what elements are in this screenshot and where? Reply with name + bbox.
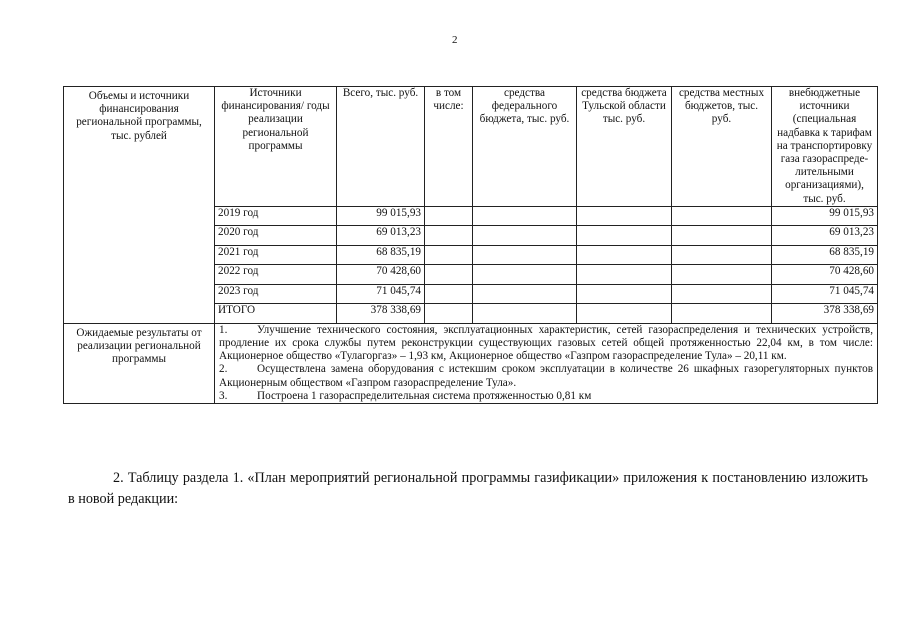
page-number: 2	[452, 34, 458, 46]
extra-cell: 99 015,93	[772, 206, 878, 226]
total-cell: 99 015,93	[337, 206, 425, 226]
row-label-results: Ожидаемые результаты от реализации региональной программы	[64, 323, 215, 403]
year-cell: 2019 год	[215, 206, 337, 226]
header-row	[64, 87, 878, 207]
year-cell: 2022 год	[215, 265, 337, 285]
results-list	[215, 323, 878, 403]
year-cell: 2020 год	[215, 226, 337, 246]
result-item: 2. Осуществлена замена оборудования с истекшим сроком эксплуатации в количестве 26 шкафных газорегуляторных пунктов Акционерным обществом «Газпром газораспределение Тула».	[219, 363, 873, 389]
header-total: Всего, тыс. руб.	[337, 87, 425, 207]
extra-cell: 69 013,23	[772, 226, 878, 246]
result-item: 1. Улучшение технического состояния, эксплуатационных характеристик, сетей газораспределения и технических устройств, продление их срока службы путем реконструкции существующих газовых сетей общей протяженностью 22,04 км, в том числе: Акционерное общество «Тулагоргаз» – 1,93 км, Акционерное общество «Газпром газораспределение Тула» – 20,11 км.	[219, 323, 873, 363]
total-cell: 69 013,23	[337, 226, 425, 246]
extra-cell: 378 338,69	[772, 304, 878, 324]
extra-cell: 71 045,74	[772, 284, 878, 304]
header-federal: средства федерального бюджета, тыс. руб.	[473, 87, 577, 207]
results-row	[64, 323, 878, 403]
year-cell: 2021 год	[215, 245, 337, 265]
result-item: 3. Построена 1 газораспределительная система протяженностью 0,81 км	[219, 389, 592, 402]
body-paragraph: 2. Таблицу раздела 1. «План мероприятий региональной программы газификации» приложения к постановлению изложить в новой редакции:	[68, 470, 868, 507]
year-cell: ИТОГО	[215, 304, 337, 324]
total-cell: 70 428,60	[337, 265, 425, 285]
header-sources: Источники финансирования/ годы реализации региональной программы	[215, 87, 337, 207]
header-local: средства местных бюджетов, тыс. руб.	[672, 87, 772, 207]
total-cell: 71 045,74	[337, 284, 425, 304]
row-label-financing: Объемы и источники финансирования региональной программы, тыс. рублей	[64, 87, 215, 324]
total-cell: 378 338,69	[337, 304, 425, 324]
year-cell: 2023 год	[215, 284, 337, 304]
total-cell: 68 835,19	[337, 245, 425, 265]
header-regional: средства бюджета Тульской области тыс. руб.	[577, 87, 672, 207]
extra-cell: 70 428,60	[772, 265, 878, 285]
extra-cell: 68 835,19	[772, 245, 878, 265]
header-extrabudgetary: внебюджетные источники (специальная надбавка к тарифам на транспортировку газа газораспреде-лительными организациями), тыс. руб.	[772, 87, 878, 207]
header-including: в том числе:	[425, 87, 473, 207]
financing-table	[63, 86, 878, 404]
